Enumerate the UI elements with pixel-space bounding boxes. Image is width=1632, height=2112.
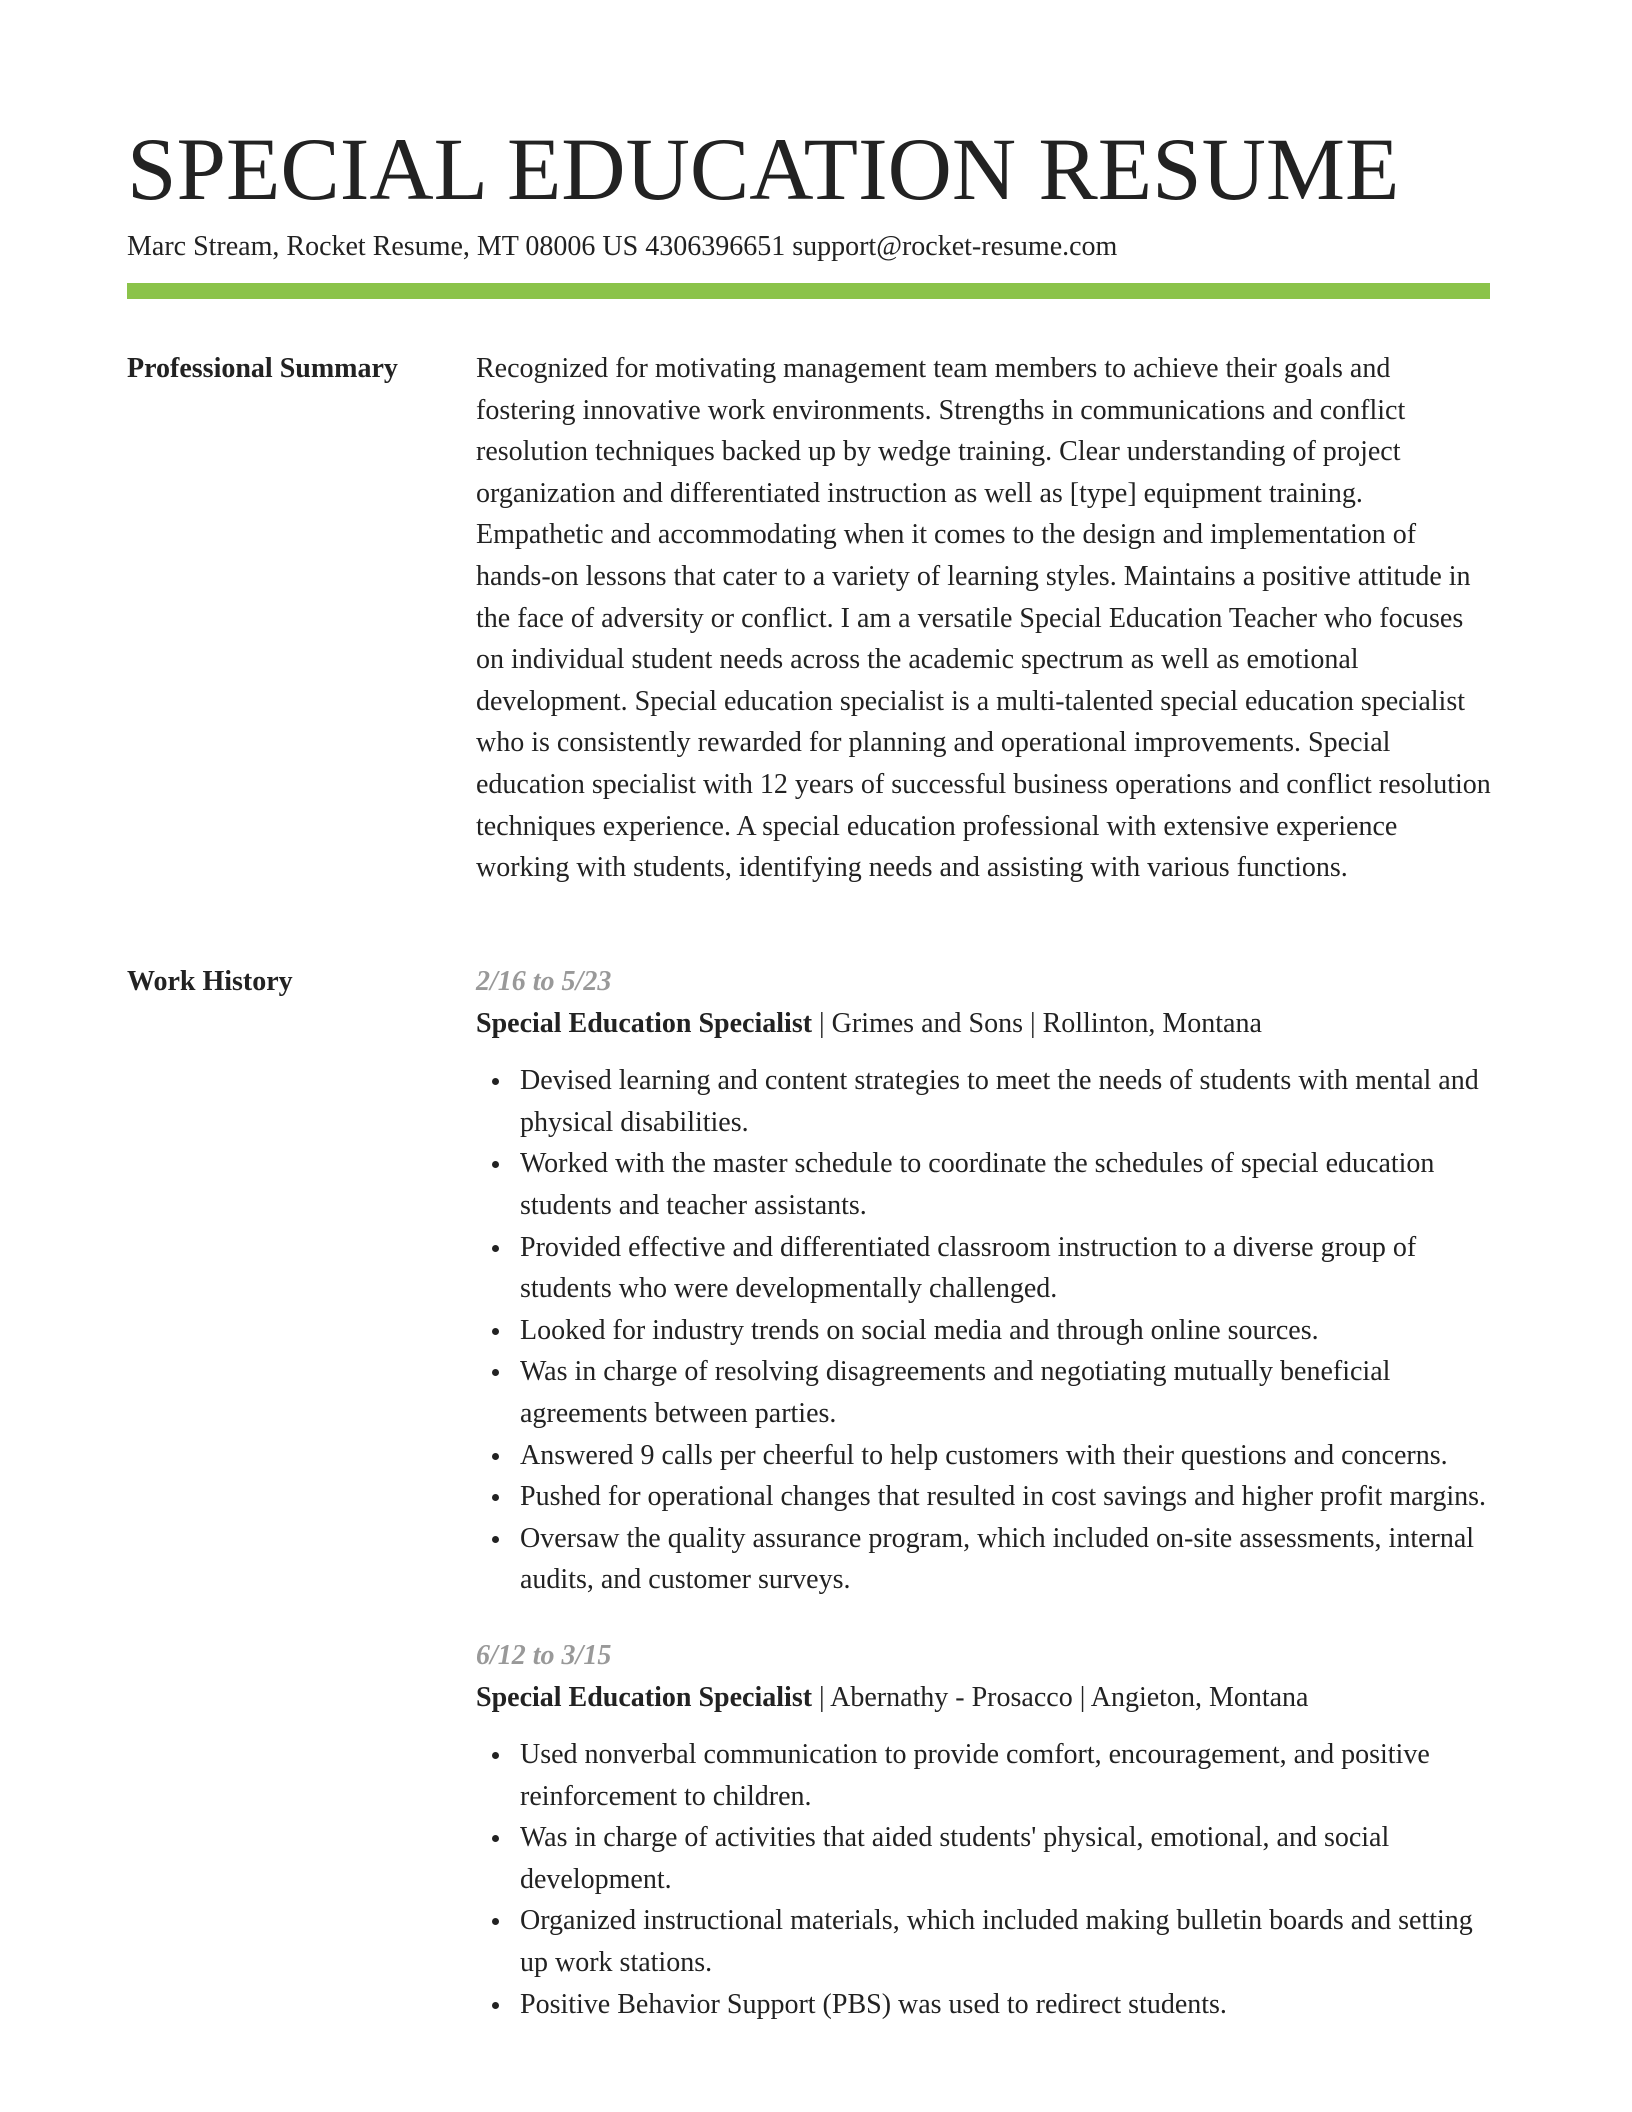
list-item: Worked with the master schedule to coordinate the schedules of special education students and teacher assistants. <box>520 1143 1496 1226</box>
section-label-work-history: Work History <box>127 966 293 997</box>
list-item: Was in charge of activities that aided students' physical, emotional, and social development. <box>520 1817 1496 1900</box>
list-item: Used nonverbal communication to provide comfort, encouragement, and positive reinforcement to children. <box>520 1734 1496 1817</box>
list-item: Provided effective and differentiated classroom instruction to a diverse group of students who were developmentally challenged. <box>520 1227 1496 1310</box>
list-item: Positive Behavior Support (PBS) was used to redirect students. <box>520 1984 1496 2026</box>
job-dates: 2/16 to 5/23 <box>476 966 612 997</box>
job-details: | Grimes and Sons | Rollinton, Montana <box>812 1007 1262 1039</box>
list-item: Oversaw the quality assurance program, which included on-site assessments, internal audits, and customer surveys. <box>520 1518 1496 1601</box>
list-item: Organized instructional materials, which included making bulletin boards and setting up work stations. <box>520 1900 1496 1983</box>
resume-title: SPECIAL EDUCATION RESUME <box>127 121 1400 219</box>
work-history-body <box>476 961 1496 2053</box>
contact-info: Marc Stream, Rocket Resume, MT 08006 US 4306396651 support@rocket-resume.com <box>127 231 1118 262</box>
summary-text: Recognized for motivating management team members to achieve their goals and fostering innovative work environments. Strengths in communications and conflict resolution techniques backed up by wedge training. Clear understanding of project organization and differentiated instruction as well as [type] equipment training. Empathetic and accommodating when it comes to the design and implementation of hands-on lessons that cater to a variety of learning styles. Maintains a positive attitude in the face of adversity or conflict. I am a versatile Special Education Teacher who focuses on individual student needs across the academic spectrum as well as emotional development. Special education specialist is a multi-talented special education specialist who is consistently rewarded for planning and operational improvements. Special education specialist with 12 years of successful business operations and conflict resolution techniques experience. A special education professional with extensive experience working with students, identifying needs and assisting with various functions. <box>476 353 1491 884</box>
job-details: | Abernathy - Prosacco | Angieton, Montana <box>812 1681 1309 1713</box>
list-item: Answered 9 calls per cheerful to help customers with their questions and concerns. <box>520 1435 1496 1477</box>
job-duties-list <box>476 1734 1496 2025</box>
list-item: Was in charge of resolving disagreements and negotiating mutually beneficial agreements between parties. <box>520 1351 1496 1434</box>
section-label-summary: Professional Summary <box>127 353 398 384</box>
list-item: Devised learning and content strategies to meet the needs of students with mental and physical disabilities. <box>520 1060 1496 1143</box>
header-divider <box>127 283 1490 299</box>
list-item: Pushed for operational changes that resulted in cost savings and higher profit margins. <box>520 1476 1496 1518</box>
job-heading <box>476 1003 1496 1045</box>
job-duties-list <box>476 1060 1496 1601</box>
summary-body <box>476 348 1496 889</box>
job-entry <box>476 961 1496 1601</box>
list-item: Looked for industry trends on social media and through online sources. <box>520 1310 1496 1352</box>
job-entry <box>476 1635 1496 2025</box>
job-title: Special Education Specialist <box>476 1007 813 1039</box>
job-dates: 6/12 to 3/15 <box>476 1639 612 1671</box>
job-title: Special Education Specialist <box>476 1681 813 1713</box>
job-heading <box>476 1677 1496 1719</box>
